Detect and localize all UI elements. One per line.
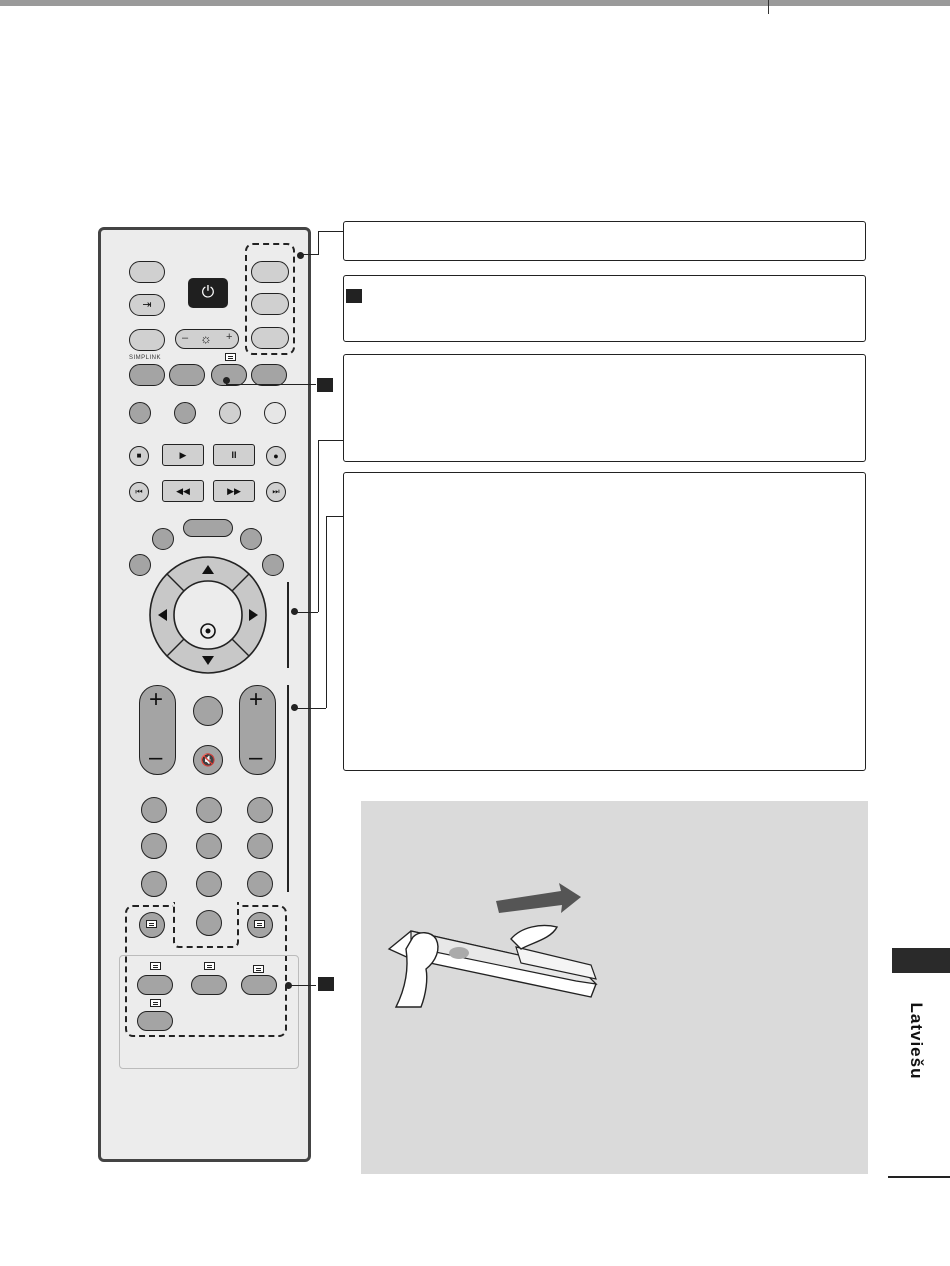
mode-button-2[interactable] [251, 293, 289, 315]
number-button-9[interactable] [247, 871, 273, 897]
callout-box-4 [343, 472, 866, 771]
bracket-line-keys [287, 685, 289, 892]
simplink-button[interactable] [129, 364, 165, 386]
menu-button[interactable] [183, 519, 233, 537]
mute-button[interactable] [193, 745, 223, 775]
number-button-2[interactable] [196, 797, 222, 823]
volume-rocker[interactable] [139, 685, 176, 775]
remote-button-tvradio[interactable] [129, 261, 165, 283]
power-icon: ⏻ [201, 284, 215, 301]
remote-button-guide[interactable] [251, 364, 287, 386]
teletext-mix-button[interactable] [247, 912, 273, 938]
volume-plus: + [149, 686, 164, 713]
number-button-8[interactable] [196, 871, 222, 897]
input-icon: ⇥ [142, 298, 152, 311]
green-button[interactable] [174, 402, 196, 424]
callout-marker [346, 289, 362, 303]
blue-button[interactable] [264, 402, 286, 424]
teletext-icon [254, 920, 265, 928]
callout-box-1 [343, 221, 866, 261]
teletext-reveal-button[interactable] [191, 975, 227, 995]
number-button-5[interactable] [196, 833, 222, 859]
top-tick [768, 0, 769, 14]
number-button-4[interactable] [141, 833, 167, 859]
teletext-icon [225, 353, 236, 361]
skip-forward-icon: ⏭ [272, 487, 280, 496]
program-rocker[interactable] [239, 685, 276, 775]
simplink-label: SIMPLINK [129, 355, 162, 361]
number-button-1[interactable] [141, 797, 167, 823]
program-minus: – [249, 744, 263, 771]
skip-back-button[interactable] [129, 482, 149, 502]
brightness-rocker[interactable] [175, 329, 239, 349]
teletext-icon [150, 999, 161, 1007]
brightness-minus: – [182, 332, 189, 344]
battery-instruction-panel [361, 801, 868, 1174]
remote-button-fav-list[interactable] [193, 696, 223, 726]
skip-forward-button[interactable] [266, 482, 286, 502]
stop-button[interactable] [129, 446, 149, 466]
teletext-icon [253, 965, 264, 973]
number-button-7[interactable] [141, 871, 167, 897]
remote-button-q-menu[interactable] [169, 364, 205, 386]
remote-button-ratio[interactable] [129, 329, 165, 351]
number-button-6[interactable] [247, 833, 273, 859]
skip-back-icon: ⏮ [135, 487, 143, 496]
program-plus: + [249, 686, 264, 713]
teletext-index-button[interactable] [137, 1011, 173, 1031]
mode-button-1[interactable] [251, 261, 289, 283]
teletext-hold-button[interactable] [137, 975, 173, 995]
teletext-update-button[interactable] [241, 975, 277, 995]
play-icon: ▶ [179, 449, 187, 460]
rewind-button[interactable] [162, 480, 204, 502]
record-icon: ● [273, 450, 279, 461]
stop-icon: ■ [136, 451, 142, 460]
teletext-icon [150, 962, 161, 970]
language-label: Latviešu [907, 1002, 926, 1080]
number-button-0[interactable] [196, 910, 222, 936]
mode-button-3[interactable] [251, 327, 289, 349]
page-number-rule [888, 1176, 950, 1178]
yellow-button[interactable] [219, 402, 241, 424]
navigation-pad [148, 555, 268, 675]
callout-box-2 [343, 275, 866, 342]
teletext-icon [204, 962, 215, 970]
callout-marker [317, 378, 333, 392]
callout-box-3 [343, 354, 866, 462]
fast-forward-icon: ▶▶ [227, 485, 241, 496]
remote-button-back[interactable] [152, 528, 174, 550]
rewind-icon: ◀◀ [176, 485, 190, 496]
fast-forward-button[interactable] [213, 480, 255, 502]
pause-button[interactable] [213, 444, 255, 466]
volume-minus: – [149, 744, 163, 771]
play-button[interactable] [162, 444, 204, 466]
battery-cover-illustration [381, 879, 621, 1009]
number-button-3[interactable] [247, 797, 273, 823]
remote-control [98, 227, 311, 1162]
red-button[interactable] [129, 402, 151, 424]
record-button[interactable] [266, 446, 286, 466]
power-button[interactable] [188, 278, 228, 308]
pause-icon: II [231, 449, 237, 460]
remote-button-info[interactable] [240, 528, 262, 550]
teletext-text-button[interactable] [139, 912, 165, 938]
brightness-icon: ☼ [200, 331, 212, 346]
top-rule [0, 0, 950, 6]
brightness-plus: + [226, 331, 233, 343]
language-tab [892, 948, 950, 973]
bracket-line-nav [287, 582, 289, 668]
input-button[interactable] [129, 294, 165, 316]
teletext-icon [146, 920, 157, 928]
callout-marker [318, 977, 334, 991]
mute-icon: 🔇 [200, 753, 216, 767]
